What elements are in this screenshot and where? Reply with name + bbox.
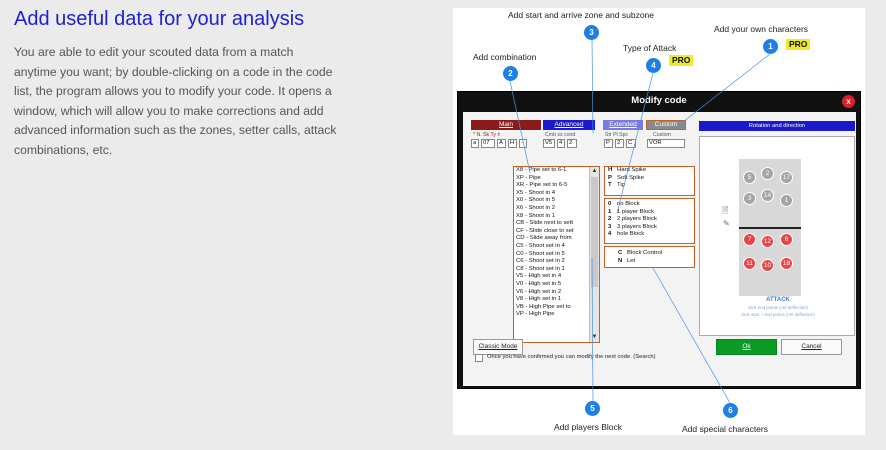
combination-item[interactable]: CF - Slide close to set: [516, 227, 574, 234]
combination-item[interactable]: X8 - Pipe set to 6-1: [516, 167, 567, 173]
scroll-down-icon[interactable]: ▼: [591, 334, 598, 340]
callout-5-badge: 5: [585, 401, 600, 416]
special-item-key: C: [618, 250, 623, 256]
tab-main[interactable]: Main: [471, 120, 541, 130]
extended-subheader: Str Pl Spc: [605, 132, 629, 138]
close-icon[interactable]: x: [842, 95, 855, 108]
combination-item[interactable]: X8 - Shoot in 1: [516, 212, 555, 219]
combination-item[interactable]: VP - High Pipe: [516, 311, 555, 318]
block-item[interactable]: [605, 216, 694, 224]
block-item-value: no Block: [617, 201, 640, 207]
callout-4-label: Type of Attack: [623, 43, 677, 53]
attack-type-item-key: P: [608, 174, 612, 181]
block-item-key: 1: [608, 208, 612, 215]
callout-5-label: Add players Block: [554, 422, 623, 432]
team-player[interactable]: 11: [743, 257, 756, 270]
combination-item[interactable]: VB - High Pipe set to: [516, 303, 571, 310]
callout-1-label: Add your own characters: [714, 24, 809, 34]
combination-item[interactable]: V0 - High set in 5: [516, 280, 562, 287]
block-item-value: hole Block: [617, 231, 645, 238]
combination-item[interactable]: C5 - Shoot set in 4: [516, 242, 565, 249]
attack-hint-1: click end points (ctrl deflection): [747, 305, 809, 310]
attack-type-item-value: Soft Spike: [617, 174, 644, 181]
team-player[interactable]: 12: [761, 235, 774, 248]
combination-item[interactable]: X5 - Shoot in 4: [516, 189, 555, 196]
block-item-key: 4: [608, 231, 612, 238]
callout-1-pro-badge: PRO: [786, 39, 810, 50]
opponent-player[interactable]: 2: [761, 167, 774, 180]
confirm-text: Once you have confirmed you can modify the next code. (Search): [487, 354, 656, 360]
attack-hint-2: click start + end points (ctrl deflection): [741, 312, 815, 317]
combination-field[interactable]: V5: [543, 139, 555, 148]
tab-advanced[interactable]: Advanced: [543, 120, 595, 130]
combination-item[interactable]: X0 - Shoot in 5: [516, 197, 555, 204]
block-item[interactable]: [605, 231, 694, 239]
combination-item[interactable]: X6 - Shoot in 2: [516, 204, 555, 211]
attack-type-item-key: H: [608, 167, 613, 173]
combination-list[interactable]: [513, 166, 600, 343]
attack-type-item[interactable]: [605, 175, 694, 183]
rotation-panel[interactable]: [699, 136, 855, 336]
special-item-value: Block Control: [627, 250, 663, 256]
callout-3-label: Add start and arrive zone and subzone: [508, 10, 655, 20]
opponent-player[interactable]: 14: [761, 189, 774, 202]
attack-type-item-value: Tip: [617, 182, 625, 189]
attack-type-panel[interactable]: [604, 166, 695, 196]
attack-type-item[interactable]: [605, 167, 694, 175]
callout-2-label: Add combination: [473, 52, 537, 62]
block-item[interactable]: [605, 224, 694, 232]
ok-button[interactable]: Ok: [716, 339, 777, 355]
block-item-key: 0: [608, 201, 612, 207]
dialog-title: Modify code: [631, 95, 687, 106]
advanced-subheader: Cmb ss cond: [545, 132, 576, 138]
callout-3-badge: 3: [584, 25, 599, 40]
attack-type-item-value: Hard Spike: [617, 167, 647, 173]
tab-extended[interactable]: Extended: [603, 120, 643, 130]
combination-item[interactable]: V8 - High set in 1: [516, 296, 562, 303]
opponent-player[interactable]: 5: [743, 171, 756, 184]
special-item-key: N: [618, 257, 623, 264]
block-item-key: 2: [608, 216, 612, 223]
combination-item[interactable]: CB - Slide next to sett: [516, 220, 573, 227]
attack-type-item[interactable]: [605, 182, 694, 190]
special-item[interactable]: [615, 250, 694, 258]
special-field[interactable]: C: [626, 139, 636, 148]
attack-type-item-key: T: [608, 182, 612, 189]
block-item[interactable]: [605, 201, 694, 209]
screenshot-figure: [453, 8, 865, 435]
edit-icon[interactable]: ✎: [723, 219, 730, 228]
net-line: [739, 227, 801, 229]
special-item-value: Let: [627, 257, 636, 264]
tab-custom[interactable]: Custom: [646, 120, 686, 130]
special-characters-panel[interactable]: [604, 246, 695, 268]
callout-4-pro-badge: PRO: [669, 55, 693, 66]
page-icon[interactable]: 🗎: [722, 206, 729, 215]
attack-label: ATTACK: [766, 297, 790, 303]
players-block-panel[interactable]: [604, 198, 695, 244]
custom-subheader: Custom: [653, 132, 671, 138]
custom-field[interactable]: VOR: [647, 139, 685, 148]
scroll-thumb[interactable]: [591, 177, 598, 287]
dialog-body: [463, 112, 856, 386]
team-player[interactable]: 6: [780, 233, 793, 246]
combination-item[interactable]: XP - Pipe: [516, 174, 541, 181]
skill-field[interactable]: A: [497, 139, 506, 148]
block-item-value: 2 players Block: [617, 216, 657, 223]
combination-item[interactable]: C8 - Shoot set in 1: [516, 265, 565, 272]
rotation-header: Rotation and direction: [699, 121, 855, 131]
combination-item[interactable]: V6 - High set in 2: [516, 288, 562, 295]
team-field[interactable]: a: [471, 139, 479, 148]
callout-6-badge: 6: [723, 403, 738, 418]
evaluation-field[interactable]: -: [519, 139, 527, 148]
setter-call-field[interactable]: 4: [557, 139, 565, 148]
classic-mode-button[interactable]: Classic Mode: [473, 339, 523, 355]
block-item-key: 3: [608, 223, 612, 230]
callout-1-badge: 1: [763, 39, 778, 54]
list-scrollbar[interactable]: [589, 167, 599, 342]
modify-code-dialog: [457, 91, 861, 389]
confirm-checkbox[interactable]: [475, 354, 483, 362]
condition-field[interactable]: 2: [567, 139, 577, 148]
strike-type-field[interactable]: P: [604, 139, 613, 148]
opponent-player[interactable]: 3: [743, 192, 756, 205]
block-item-value: 1 player Block: [617, 208, 654, 215]
main-subheader: * N. Sk Ty ±: [473, 132, 501, 138]
players-block-field[interactable]: 2: [615, 139, 624, 148]
combination-item[interactable]: XR - Pipe set to 6-5: [516, 182, 568, 189]
combination-item[interactable]: C6 - Shoot set in 2: [516, 258, 565, 265]
player-number-field[interactable]: 07: [481, 139, 495, 148]
team-player[interactable]: 7: [743, 233, 756, 246]
block-item[interactable]: [605, 209, 694, 217]
callout-2-badge: 2: [503, 66, 518, 81]
combination-item[interactable]: CD - Slide away from: [516, 235, 572, 242]
scroll-up-icon[interactable]: ▲: [591, 168, 598, 174]
block-item-value: 3 players Block: [617, 223, 657, 230]
opponent-player[interactable]: 17: [780, 171, 793, 184]
opponent-player[interactable]: 1: [780, 194, 793, 207]
callout-4-badge: 4: [646, 58, 661, 73]
team-player[interactable]: 18: [780, 257, 793, 270]
cancel-button[interactable]: Cancel: [781, 339, 842, 355]
combination-item[interactable]: V5 - High set in 4: [516, 273, 562, 280]
special-item[interactable]: [615, 258, 694, 266]
team-player[interactable]: 10: [761, 259, 774, 272]
description-paragraph: You are able to edit your scouted data from a match anytime you want; by double-clicking on a code in the code list, the program allows you to modify your code. It opens a window, which will allow you to make corrections and add advanced information such as the zones, setter calls, attack combinations, etc.: [14, 45, 337, 157]
volleyball-court[interactable]: [739, 159, 801, 296]
type-field[interactable]: H: [508, 139, 517, 148]
callout-6-label: Add special characters: [682, 424, 768, 434]
combination-item[interactable]: C0 - Shoot set in 5: [516, 250, 565, 257]
page-heading: Add useful data for your analysis: [14, 8, 305, 30]
